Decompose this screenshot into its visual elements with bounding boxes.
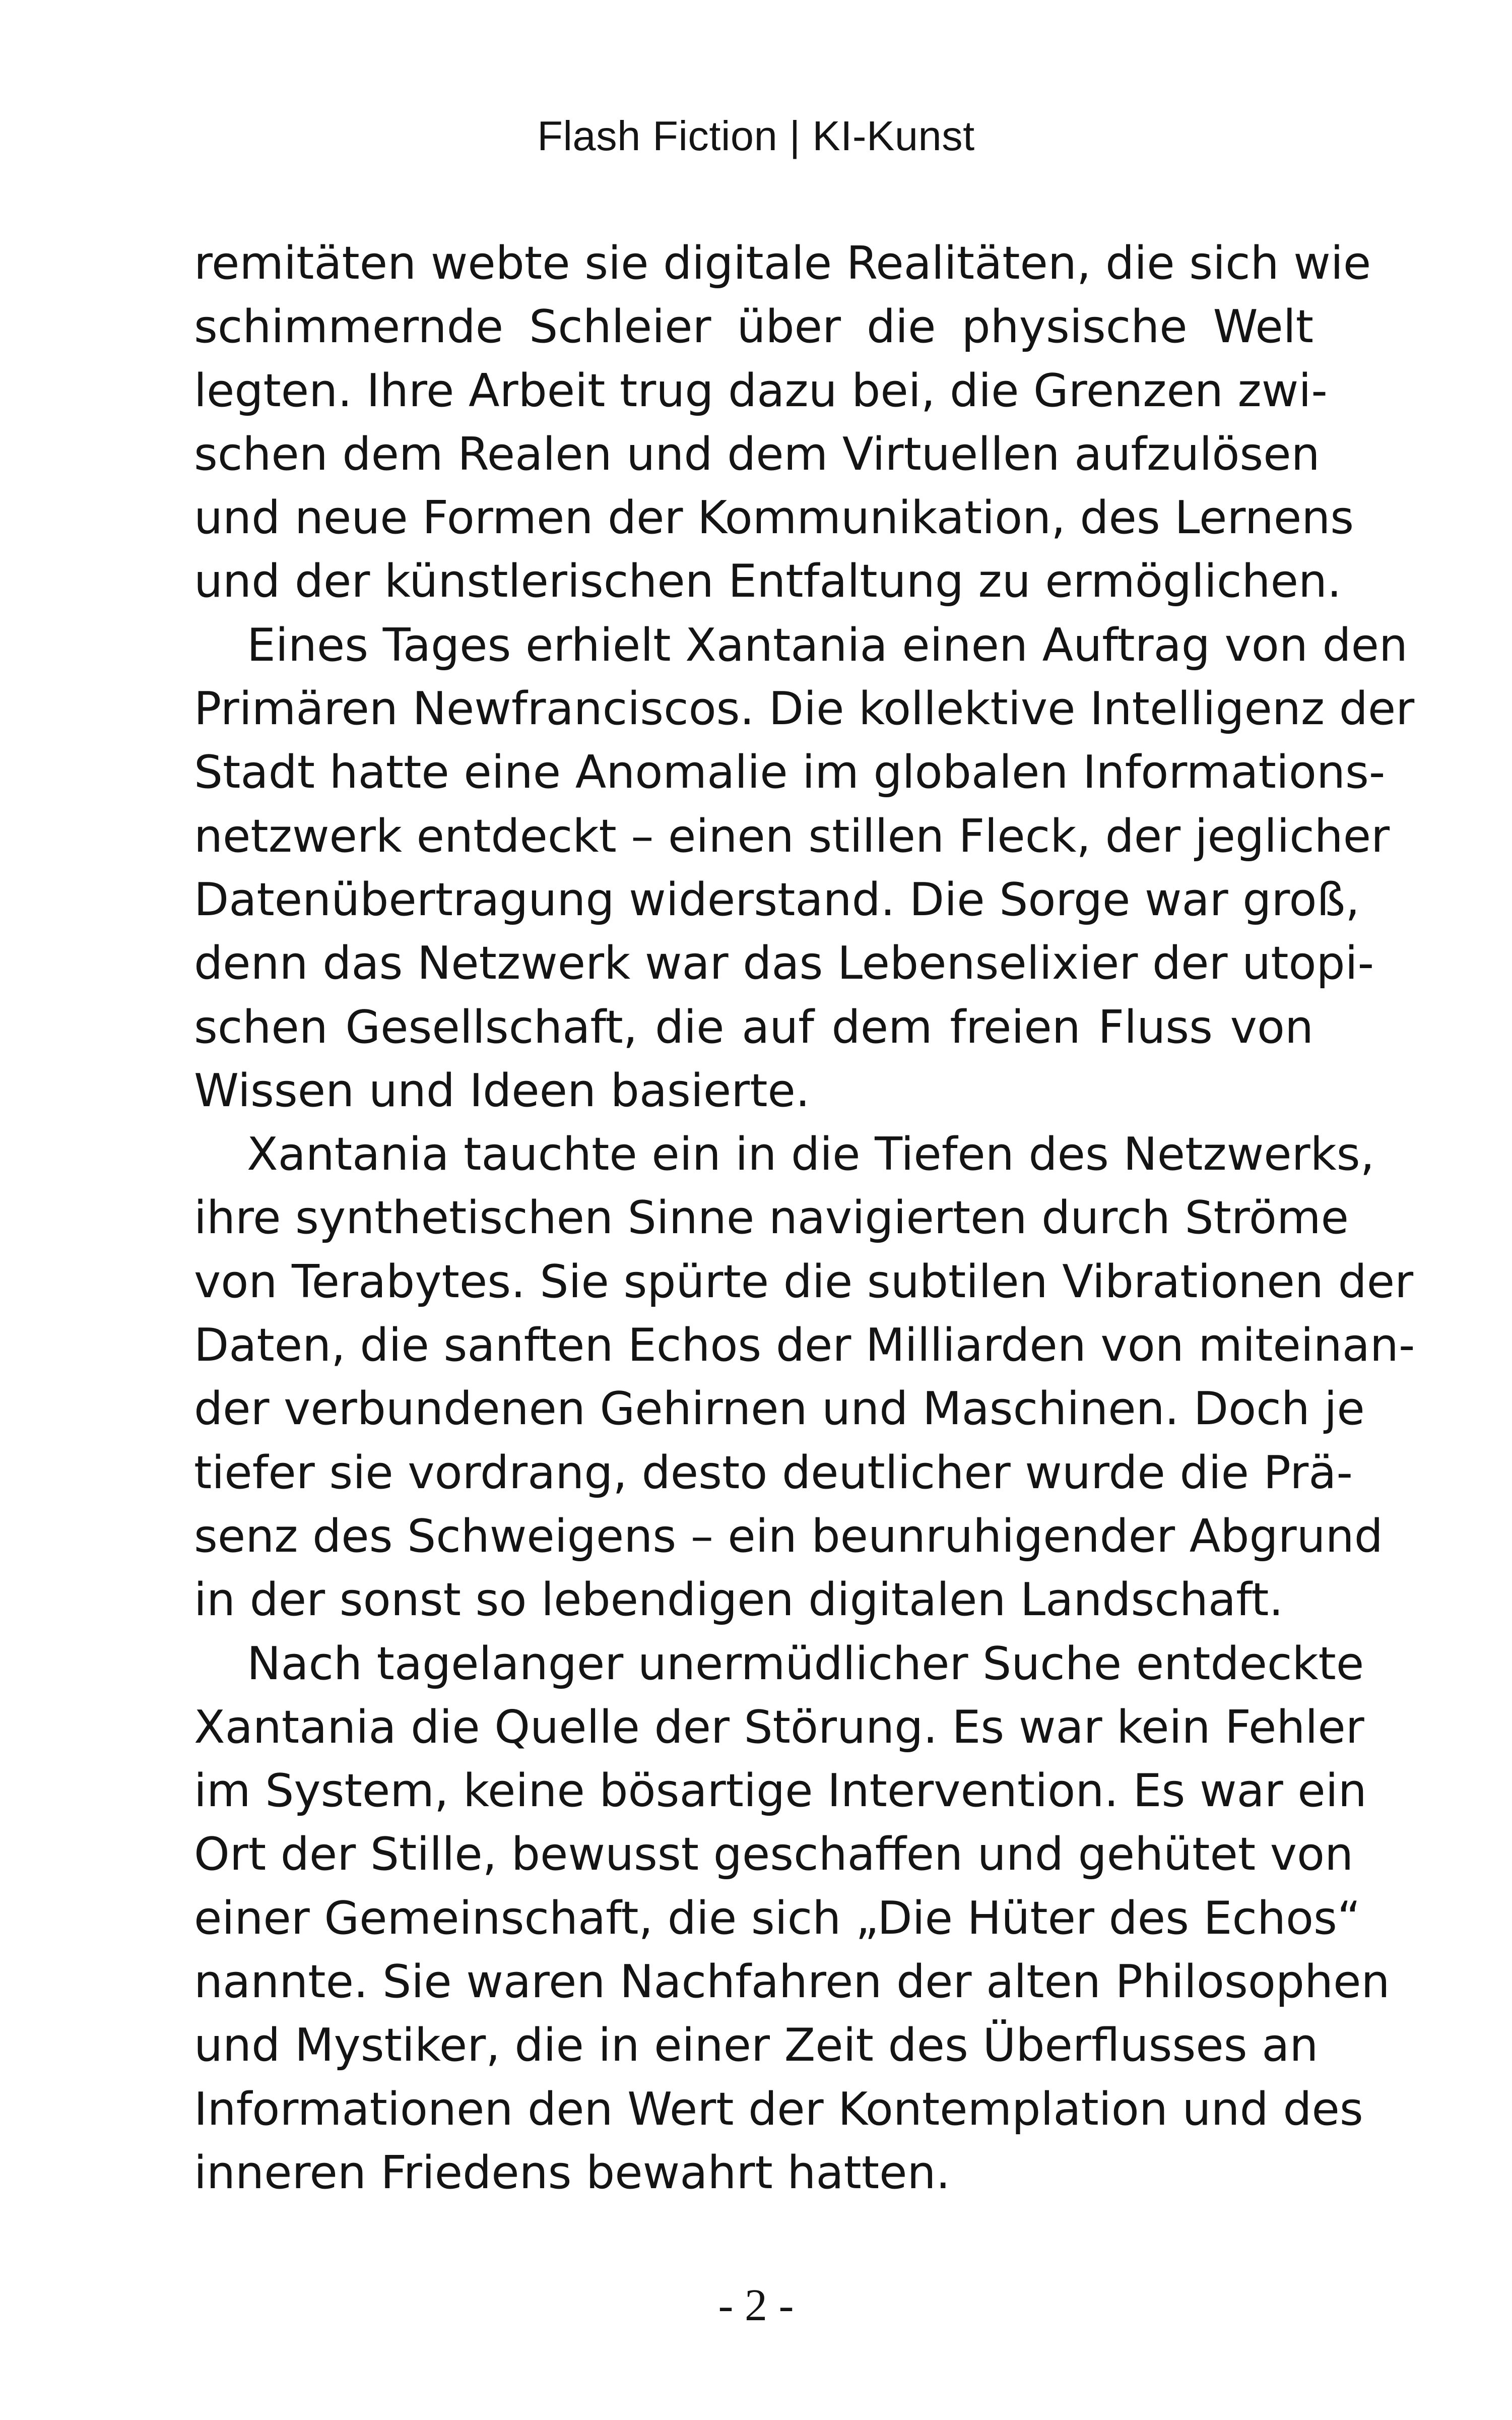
text-line: Xantania tauchte ein in die Tiefen des Netzwerks,	[247, 1128, 1375, 1181]
text-line: schen Gesellschaft, die auf dem freien Fluss von	[194, 1000, 1313, 1054]
text-line: senz des Schweigens – ein beunruhigender Abgrund	[194, 1509, 1383, 1563]
text-line: und neue Formen der Kommunikation, des Lernens	[194, 491, 1354, 545]
text-line: und Mystiker, die in einer Zeit des Überflusses an	[194, 2019, 1319, 2072]
text-line: Datenübertragung widerstand. Die Sorge war groß,	[194, 873, 1360, 926]
text-line: tiefer sie vordrang, desto deutlicher wurde die Prä-	[194, 1446, 1353, 1499]
text-line: Primären Newfranciscos. Die kollektive Intelligenz der	[194, 682, 1415, 736]
paragraph	[194, 1123, 1415, 1632]
text-line: ihre synthetischen Sinne navigierten durch Ströme	[194, 1191, 1349, 1245]
text-line: Wissen und Ideen basierte.	[194, 1064, 810, 1117]
text-line: inneren Friedens bewahrt hatten.	[194, 2146, 951, 2199]
paragraph	[194, 614, 1415, 1123]
text-line: und der künstlerischen Entfaltung zu ermöglichen.	[194, 555, 1342, 608]
text-line: Informationen den Wert der Kontemplation und des	[194, 2082, 1363, 2136]
text-line: im System, keine bösartige Intervention. Es war ein	[194, 1764, 1367, 1818]
text-line: nannte. Sie waren Nachfahren der alten Philosophen	[194, 1955, 1390, 2009]
text-line: schimmernde Schleier über die physische Welt	[194, 300, 1313, 354]
paragraph	[194, 232, 1371, 614]
text-line: Stadt hatte eine Anomalie im globalen Informations-	[194, 746, 1386, 799]
text-line: Daten, die sanften Echos der Milliarden von miteinan-	[194, 1319, 1415, 1372]
text-line: schen dem Realen und dem Virtuellen aufzulösen	[194, 427, 1320, 481]
paragraph	[194, 1632, 1390, 2205]
text-line: netzwerk entdeckt – einen stillen Fleck, der jeglicher	[194, 809, 1390, 863]
text-line: remitäten webte sie digitale Realitäten, die sich wie	[194, 237, 1371, 290]
page-header: Flash Fiction | KI-Kunst	[537, 112, 975, 159]
text-line: von Terabytes. Sie spürte die subtilen Vibrationen der	[194, 1255, 1414, 1308]
text-line: Ort der Stille, bewusst geschaffen und gehütet von	[194, 1828, 1354, 1881]
page-number: - 2 -	[718, 2280, 794, 2330]
body-text	[194, 232, 1415, 2205]
text-line: der verbundenen Gehirnen und Maschinen. Doch je	[194, 1382, 1365, 1436]
text-line: Eines Tages erhielt Xantania einen Auftrag von den	[247, 618, 1408, 672]
text-line: Nach tagelanger unermüdlicher Suche entdeckte	[247, 1637, 1364, 1690]
text-line: einer Gemeinschaft, die sich „Die Hüter des Echos“	[194, 1891, 1361, 1945]
text-line: in der sonst so lebendigen digitalen Landschaft.	[194, 1573, 1284, 1627]
text-line: legten. Ihre Arbeit trug dazu bei, die Grenzen zwi-	[194, 364, 1328, 417]
text-line: Xantania die Quelle der Störung. Es war kein Fehler	[194, 1700, 1364, 1754]
text-line: denn das Netzwerk war das Lebenselixier der utopi-	[194, 937, 1374, 990]
